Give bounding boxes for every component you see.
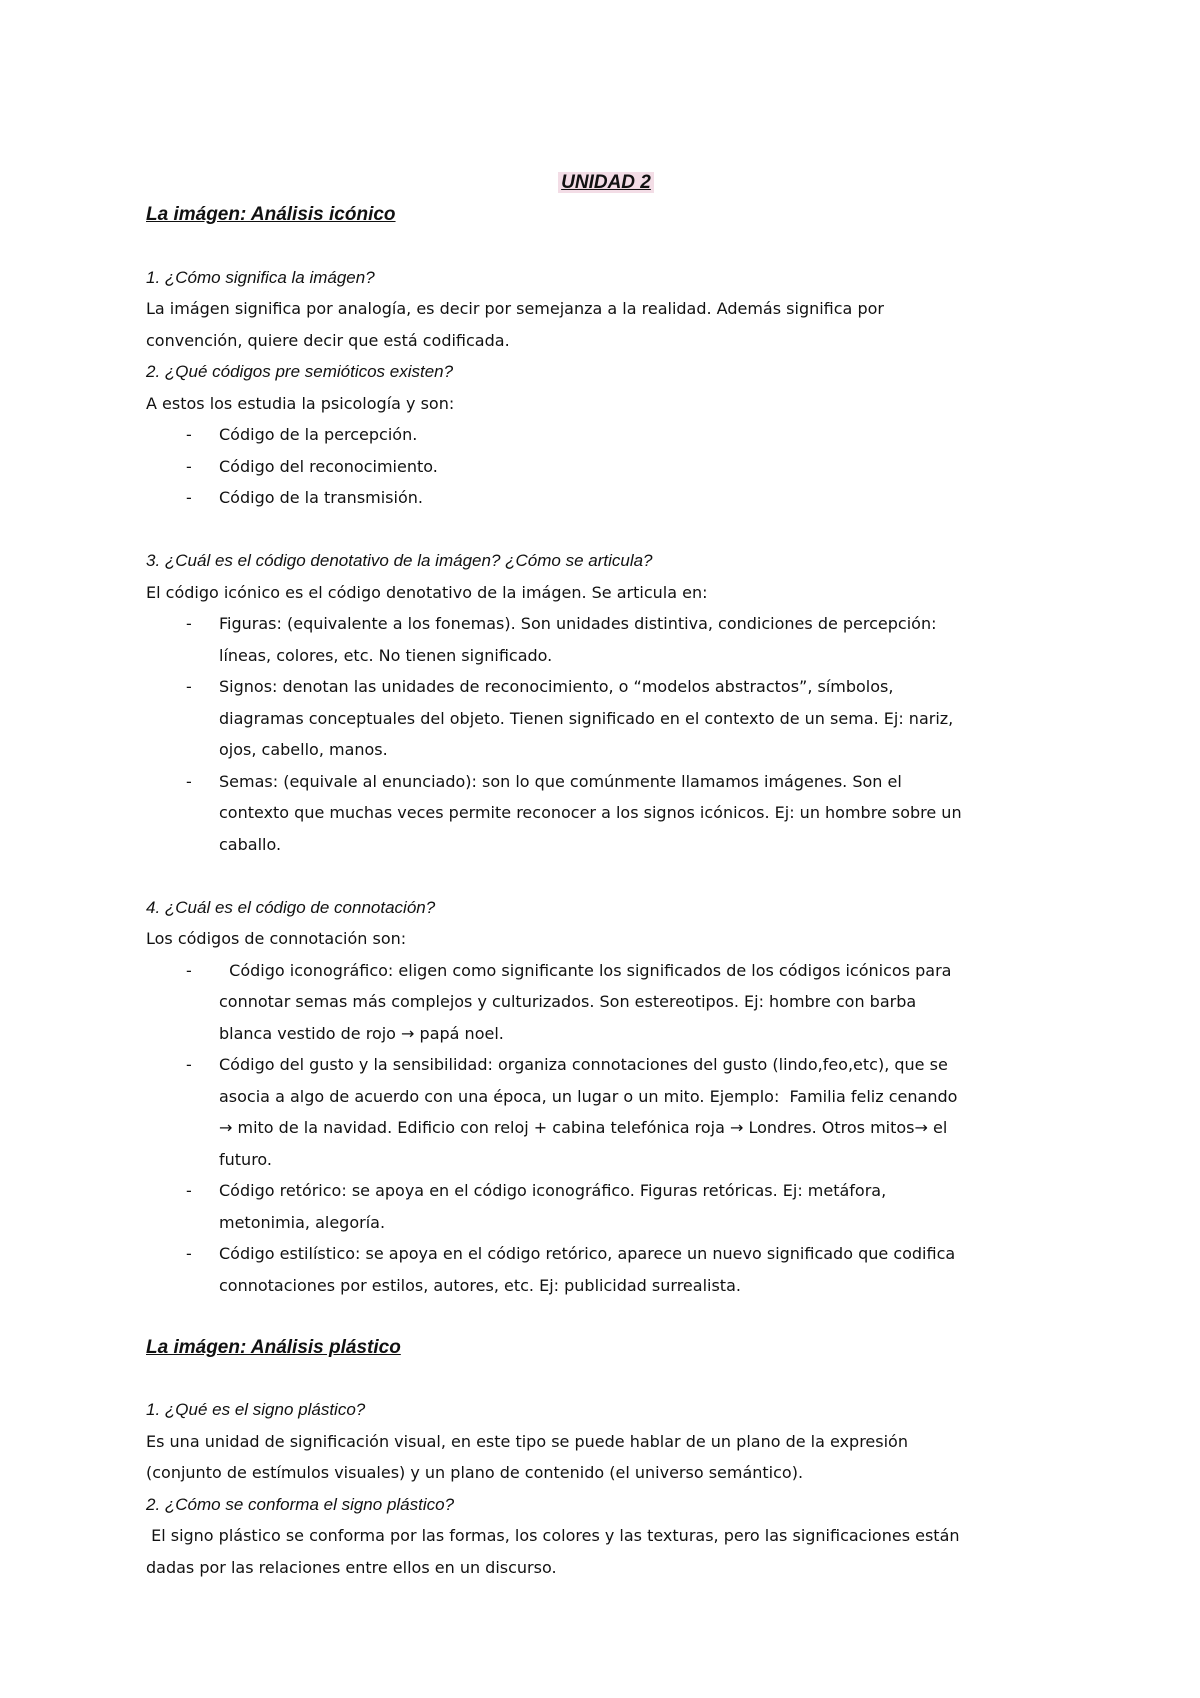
unit-title: UNIDAD 2 [146,172,1066,200]
spacer [146,514,1066,546]
bullet-dash: - [186,771,192,791]
list-item: - Signos: denotan las unidades de reconocimiento, o “modelos abstractos”, símbolos, diagramas conceptuales del objeto. Tienen significado en el contexto de un sema. Ej: nariz, ojos, cabello, manos. [146,671,1066,766]
answer-2-intro: A estos los estudia la psicología y son: [146,393,455,413]
list-item: - Código del reconocimiento. [146,451,1066,483]
pre-semiotic-codes-list [146,419,1066,514]
answer-plastic-2-line-2: dadas por las relaciones entre ellos en un discurso. [146,1557,557,1577]
denotative-code-list [146,608,1066,860]
section-title-plastic: La imágen: Análisis plástico [146,1336,401,1358]
answer-1-line-2: convención, quiere decir que está codificada. [146,330,510,350]
bullet-dash: - [186,677,192,696]
question-plastic-1: 1. ¿Qué es el signo plástico? [146,1400,366,1419]
answer-1-line-1: La imágen significa por analogía, es decir por semejanza a la realidad. Además significa por [146,299,884,318]
answer-plastic-1-line-2: (conjunto de estímulos visuales) y un plano de contenido (el universo semántico). [146,1463,804,1482]
list-item: - Código estilístico: se apoya en el código retórico, aparece un nuevo significado que codifica connotaciones por estilos, autores, etc. Ej: publicidad surrealista. [146,1238,1066,1301]
list-item: - Código de la transmisión. [146,482,1066,514]
list-item: - Semas: (equivale al enunciado): son lo que comúnmente llamamos imágenes. Son el contexto que muchas veces permite reconocer a los signos icónicos. Ej: un hombre sobre un caballo. [146,766,1066,861]
question-4: 4. ¿Cuál es el código de connotación? [146,897,436,917]
bullet-dash: - [186,456,192,476]
answer-plastic-2-line-1: El signo plástico se conforma por las formas, los colores y las texturas, pero las significaciones están [146,1526,960,1545]
question-2: 2. ¿Qué códigos pre semióticos existen? [146,362,454,381]
list-item: - Código del gusto y la sensibilidad: organiza connotaciones del gusto (lindo,feo,etc), que se asocia a algo de acuerdo con una época, un lugar o un mito. Ejemplo: Familia feliz cenando → mito de la navidad. Edificio con reloj + cabina telefónica roja → Londres. Otros mitos→ el futuro. [146,1049,1066,1175]
list-item: - Código iconográfico: eligen como significante los significados de los códigos icónicos para connotar semas más complejos y culturizados. Son estereotipos. Ej: hombre con barba blanca vestido de rojo → papá noel. [146,955,1066,1050]
document-content [146,172,1066,1583]
answer-4-intro: Los códigos de connotación son: [146,929,407,948]
bullet-dash: - [186,960,192,980]
bullet-dash: - [186,614,192,633]
question-1: 1. ¿Cómo significa la imágen? [146,267,375,287]
answer-3-intro: El código icónico es el código denotativo de la imágen. Se articula en: [146,582,708,602]
section-title-iconic: La imágen: Análisis icónico [146,204,396,225]
list-item: - Código retórico: se apoya en el código iconográfico. Figuras retóricas. Ej: metáfora, metonimia, alegoría. [146,1175,1066,1238]
connotation-codes-list [146,955,1066,1302]
spacer [146,1363,1066,1395]
bullet-dash: - [186,1244,192,1263]
question-3: 3. ¿Cuál es el código denotativo de la imágen? ¿Cómo se articula? [146,551,653,570]
bullet-dash: - [186,1055,192,1074]
list-item: - Figuras: (equivalente a los fonemas). Son unidades distintiva, condiciones de percepción: líneas, colores, etc. No tienen significado. [146,608,1066,671]
bullet-dash: - [186,1181,192,1200]
spacer [146,230,1066,262]
spacer [146,1301,1066,1333]
spacer [146,860,1066,892]
list-item: - Código de la percepción. [146,419,1066,451]
answer-plastic-1-line-1: Es una unidad de significación visual, en este tipo se puede hablar de un plano de la expresión [146,1431,908,1451]
bullet-dash: - [186,425,192,444]
question-plastic-2: 2. ¿Cómo se conforma el signo plástico? [146,1494,455,1514]
bullet-dash: - [186,488,192,507]
